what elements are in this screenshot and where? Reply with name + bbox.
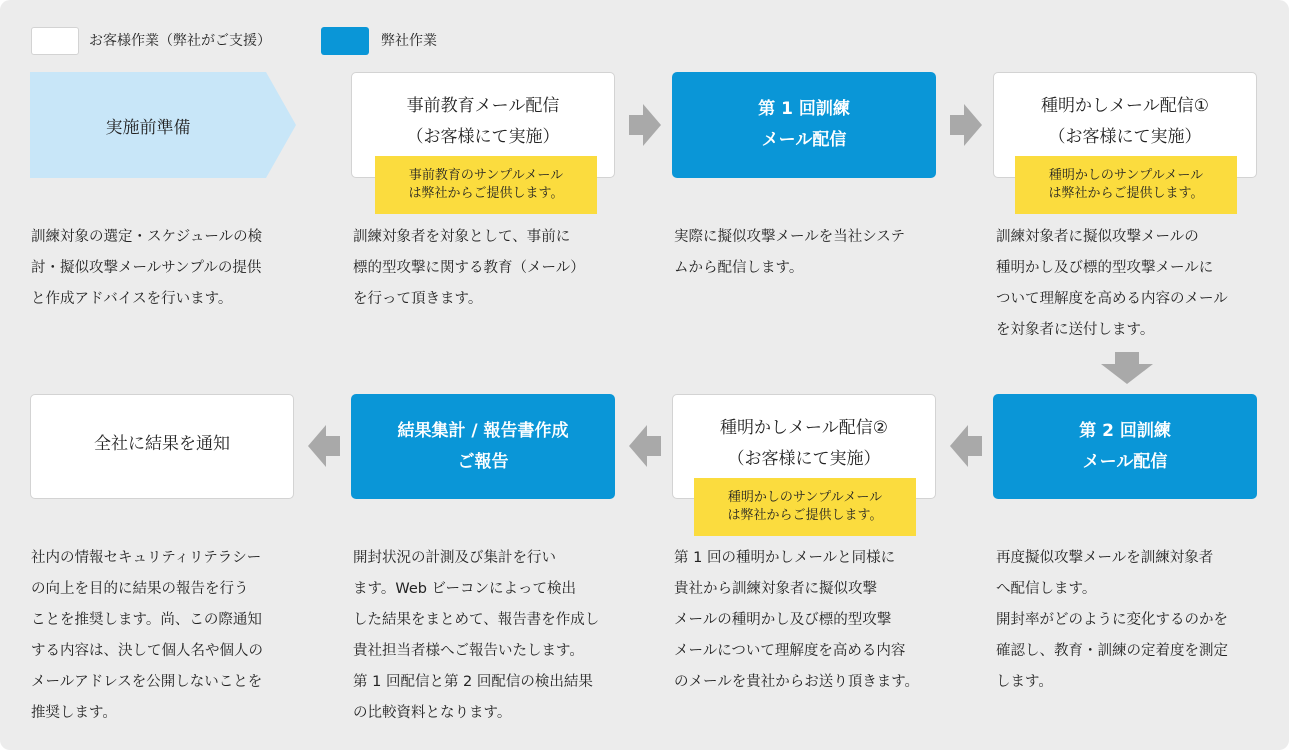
arrow-right-icon [629,104,661,146]
step-reveal-mail-2-description: 第 1 回の種明かしメールと同様に 貴社から訓練対象者に擬似攻撃 メールの種明かし及び標的型攻撃 メールについて理解度を高める内容 のメールを貴社からお送り頂きます。 [674,550,920,690]
step-pre-education-description: 訓練対象者を対象として、事前に 標的型攻撃に関する教育（メール） を行って頂きます。 [353,229,585,307]
step-first-training-description: 実際に擬似攻撃メールを当社システ ムから配信します。 [674,229,905,276]
step-reveal-mail-1: 種明かしメール配信① （お客様にて実施） [993,72,1257,178]
arrow-right-icon [950,104,982,146]
arrow-left-icon [950,425,982,467]
step-result-report-description: 開封状況の計測及び集計を行い ます。Web ビーコンによって検出 した結果をまとめて、報告書を作成し 貴社担当者様へご報告いたします。 第 1 回配信と第 2 回配信の検出結果 の比較資料となります。 [353,550,600,721]
step-reveal-mail-1-description: 訓練対象者に擬似攻撃メールの 種明かし及び標的型攻撃メールに ついて理解度を高める内容のメール を対象者に送付します。 [996,229,1228,338]
step-preparation-description: 訓練対象の選定・スケジュールの検 討・擬似攻撃メールサンプルの提供 と作成アドバイスを行います。 [31,229,263,307]
note-reveal-sample-2: 種明かしのサンプルメール は弊社からご提供します。 [694,478,916,536]
legend-label-customer: お客様作業（弊社がご支援） [89,33,271,49]
legend-swatch-customer [31,27,79,55]
note-pre-education-sample: 事前教育のサンプルメール は弊社からご提供します。 [375,156,597,214]
step-first-training-mail: 第 1 回訓練 メール配信 [672,72,936,178]
legend-label-company: 弊社作業 [381,33,437,49]
step-pre-education-mail: 事前教育メール配信 （お客様にて実施） [351,72,615,178]
arrow-down-icon [1101,352,1153,384]
step-result-report: 結果集計 / 報告書作成 ご報告 [351,394,615,499]
step-reveal-mail-2: 種明かしメール配信② （お客様にて実施） [672,394,936,499]
arrow-left-icon [629,425,661,467]
step-second-training-mail: 第 2 回訓練 メール配信 [993,394,1257,499]
step-preparation-title: 実施前準備 [105,117,191,138]
note-reveal-sample-1: 種明かしのサンプルメール は弊社からご提供します。 [1015,156,1237,214]
step-second-training-description: 再度擬似攻撃メールを訓練対象者 へ配信します。 開封率がどのように変化するのかを 確認し、教育・訓練の定着度を測定 します。 [996,550,1228,690]
arrow-left-icon [308,425,340,467]
step-company-notification-description: 社内の情報セキュリティリテラシー の向上を目的に結果の報告を行う ことを推奨します。尚、この際通知 する内容は、決して個人名や個人の メールアドレスを公開しないことを 推奨します。 [31,550,263,721]
legend-swatch-company [321,27,369,55]
step-company-notification: 全社に結果を通知 [30,394,294,499]
